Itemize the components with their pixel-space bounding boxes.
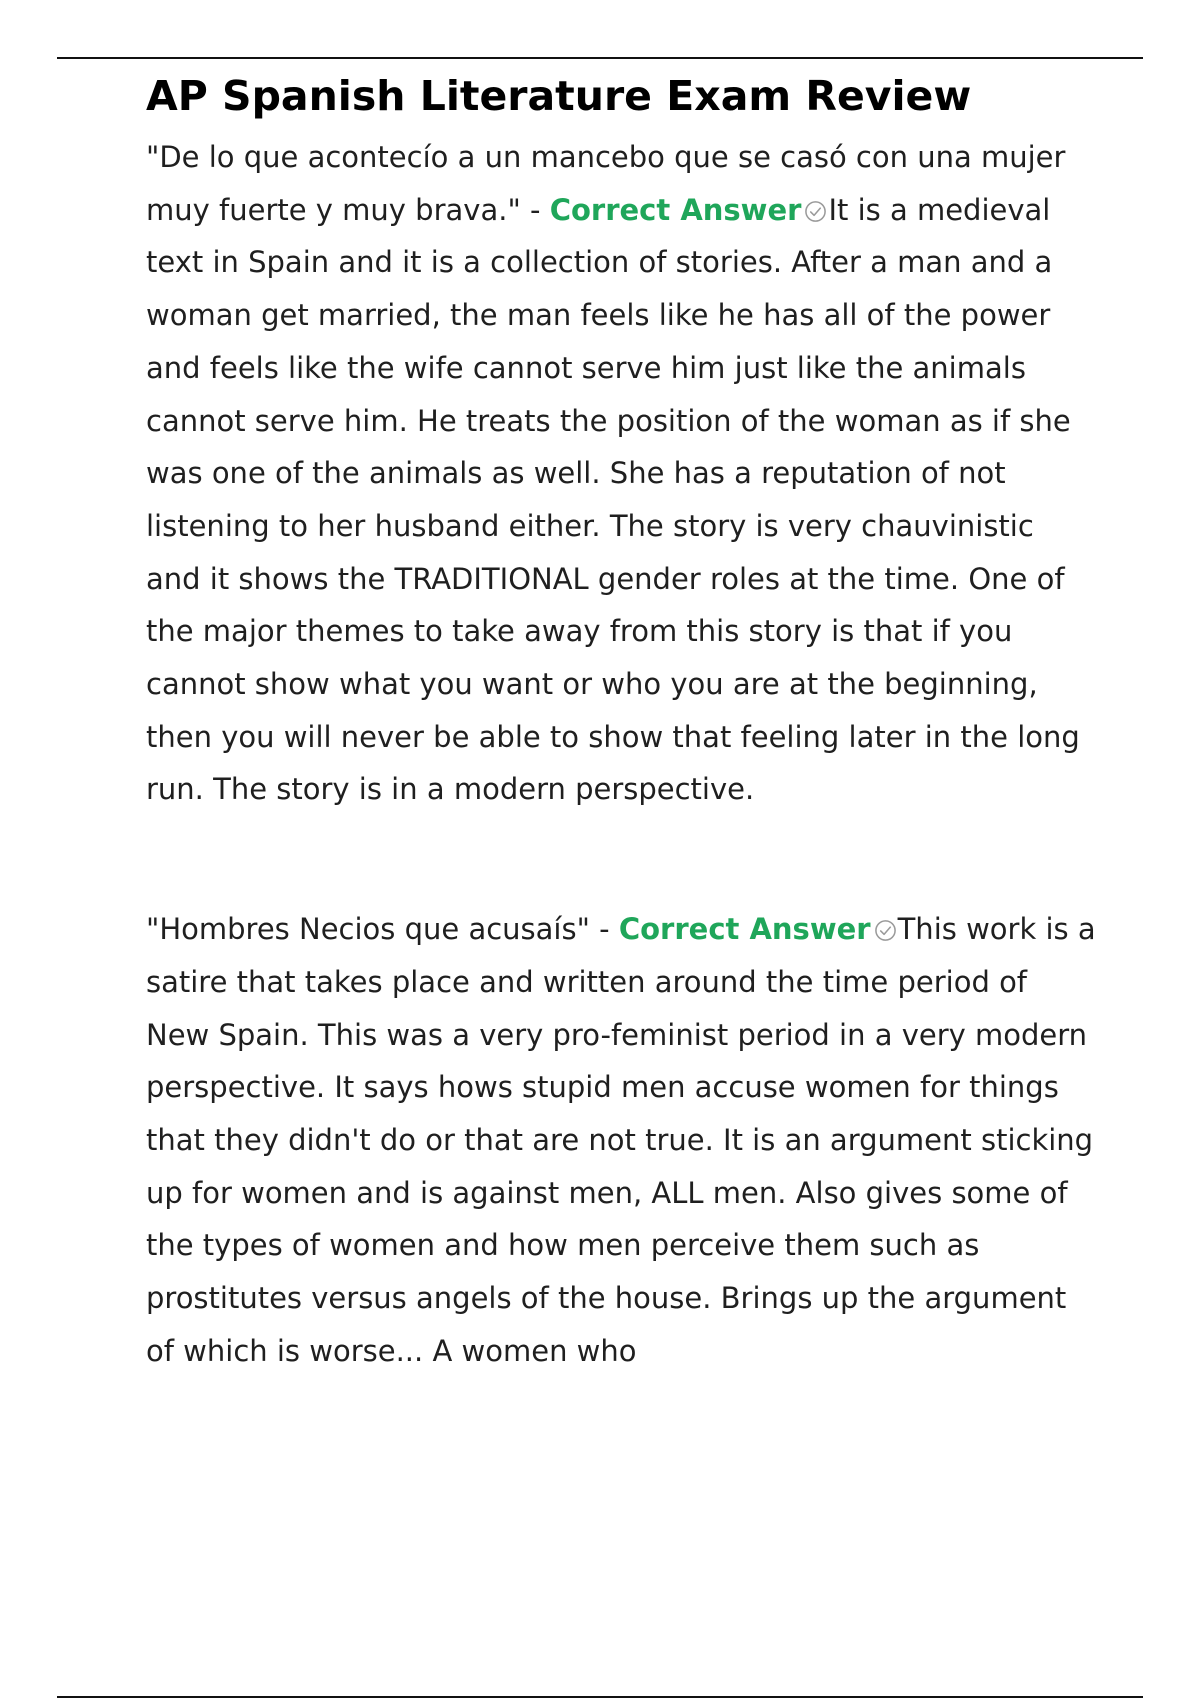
separator: - [589, 912, 619, 947]
check-circle-icon [874, 919, 897, 942]
top-rule [57, 57, 1143, 59]
question-text: "De lo que acontecío a un mancebo que se casó con una mujer muy fuerte y muy brava." [146, 140, 1066, 227]
qa-entry-2 [146, 903, 1096, 1377]
correct-answer-label: Correct Answer [549, 192, 802, 227]
answer-text: It is a medieval text in Spain and it is a collection of stories. After a man and a woman get married, the man feels like he has all of the power and feels like the wife cannot serve him just like the animals cannot serve him. He treats the position of the woman as if she was one of the animals as well. She has a reputation of not listening to her husband either. The story is very chauvinistic and it shows the TRADITIONAL gender roles at the time. One of the major themes to take away from this story is that if you cannot show what you want or who you are at the beginning, then you will never be able to show that feeling later in the long run. The story is in a modern perspective. [146, 192, 1080, 807]
check-circle-icon [804, 200, 827, 223]
page-title: AP Spanish Literature Exam Review [146, 72, 972, 120]
answer-text: This work is a satire that takes place and written around the time period of New Spain. This was a very pro-feminist period in a very modern perspective. It says hows stupid men accuse women for things that they didn't do or that are not true. It is an argument sticking up for women and is against men, ALL men. Also gives some of the types of women and how men perceive them such as prostitutes versus angels of the house. Brings up the argument of which is worse... A women who [146, 912, 1096, 1368]
correct-answer-label: Correct Answer [618, 912, 871, 947]
bottom-rule [57, 1696, 1143, 1698]
qa-entry-1 [146, 131, 1096, 816]
separator: - [520, 192, 550, 227]
question-text: "Hombres Necios que acusaís" [146, 912, 590, 947]
page-content [146, 70, 1096, 1377]
